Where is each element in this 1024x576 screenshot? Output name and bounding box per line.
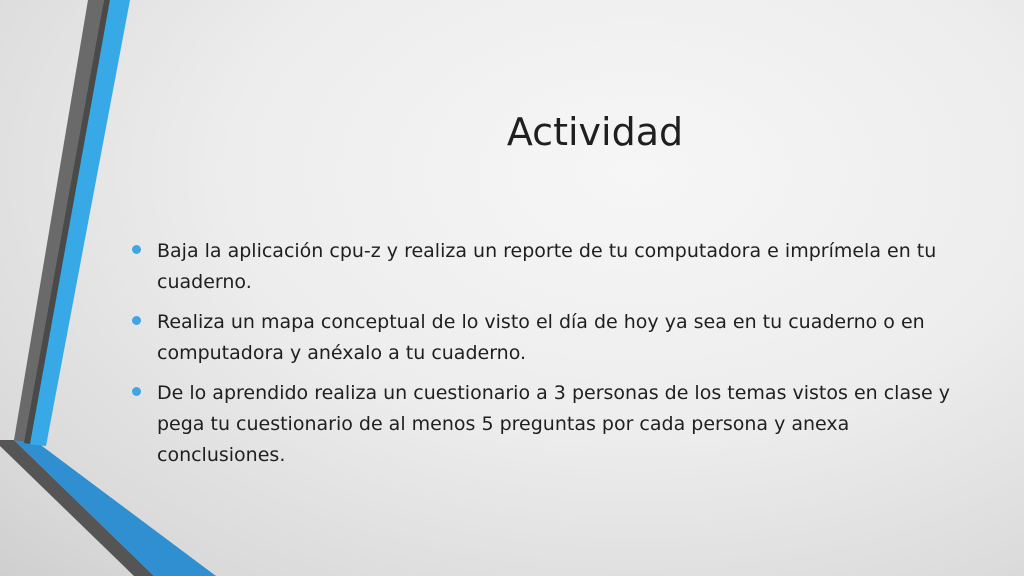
bullet-dot-icon <box>132 245 141 254</box>
bullet-item <box>130 378 970 471</box>
slide-content <box>130 236 970 480</box>
bullet-item <box>130 236 970 298</box>
bullet-text: Realiza un mapa conceptual de lo visto el día de hoy ya sea en tu cuaderno o en computadora y anéxalo a tu cuaderno. <box>157 311 925 364</box>
bullet-list <box>130 236 970 471</box>
bullet-text: Baja la aplicación cpu-z y realiza un reporte de tu computadora e imprímela en tu cuaderno. <box>157 240 937 293</box>
bullet-dot-icon <box>132 387 141 396</box>
bullet-item <box>130 307 970 369</box>
bullet-text: De lo aprendido realiza un cuestionario a 3 personas de los temas vistos en clase y pega tu cuestionario de al menos 5 preguntas por cada persona y anexa conclusiones. <box>157 382 950 466</box>
upper-edge-line <box>24 0 110 444</box>
bullet-dot-icon <box>132 316 141 325</box>
upper-gray-band <box>14 0 104 444</box>
slide-title: Actividad <box>506 110 684 154</box>
